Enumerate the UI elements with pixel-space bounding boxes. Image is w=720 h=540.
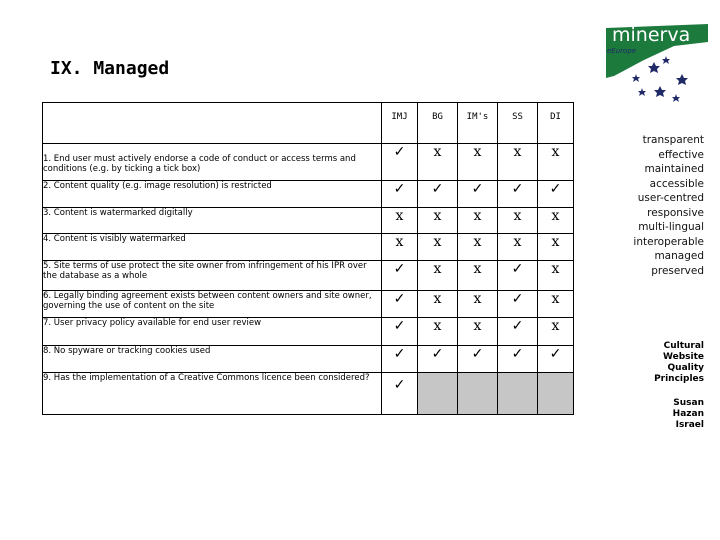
author	[673, 398, 704, 431]
row-mark: x	[498, 208, 538, 234]
row-mark: ✓	[498, 318, 538, 346]
logo-sub: eEurope	[607, 47, 637, 55]
header-criterion	[43, 103, 382, 144]
row-mark: ✓	[418, 346, 458, 373]
table-row	[43, 291, 574, 318]
header-imj: IMJ	[382, 103, 418, 144]
principles-list	[594, 133, 704, 278]
row-mark-empty	[458, 373, 498, 415]
row-criterion: 8. No spyware or tracking cookies used	[43, 346, 382, 373]
row-mark: x	[538, 144, 574, 181]
row-mark: ✓	[498, 346, 538, 373]
table-header-row	[43, 103, 574, 144]
row-mark: x	[382, 234, 418, 261]
row-mark: x	[538, 261, 574, 291]
row-mark: ✓	[382, 373, 418, 415]
row-criterion: 5. Site terms of use protect the site owner from infringement of his IPR over the database as a whole	[43, 261, 382, 291]
principle-item: maintained	[644, 163, 704, 175]
eu-stars-icon	[632, 56, 688, 102]
principle-item: interoperable	[633, 235, 704, 248]
subtitle	[654, 341, 704, 385]
row-mark: x	[458, 318, 498, 346]
table-row	[43, 234, 574, 261]
minerva-logo	[604, 16, 708, 106]
subtitle-line: Cultural	[663, 341, 704, 351]
row-mark: ✓	[382, 346, 418, 373]
row-mark: ✓	[498, 261, 538, 291]
slide-title: IX. Managed	[50, 58, 170, 79]
row-mark: x	[382, 208, 418, 234]
row-criterion: 1. End user must actively endorse a code of conduct or access terms and conditions (e.g. by ticking a tick box)	[43, 144, 382, 181]
logo-word: minerva	[612, 24, 691, 46]
author-line: Susan	[673, 398, 704, 408]
row-criterion: 9. Has the implementation of a Creative Commons licence been considered?	[43, 373, 382, 415]
subtitle-line: Quality	[667, 363, 704, 373]
row-mark: x	[538, 234, 574, 261]
row-mark: x	[458, 208, 498, 234]
row-criterion: 2. Content quality (e.g. image resolution) is restricted	[43, 181, 382, 208]
table-row	[43, 373, 574, 415]
row-mark: x	[498, 234, 538, 261]
principle-item: preserved	[651, 264, 704, 277]
row-mark-empty	[538, 373, 574, 415]
row-mark: x	[418, 234, 458, 261]
principle-item: managed	[654, 250, 704, 262]
row-mark: x	[418, 208, 458, 234]
row-mark-empty	[498, 373, 538, 415]
subtitle-line: Principles	[654, 374, 704, 384]
row-mark: x	[538, 291, 574, 318]
principle-item: accessible	[649, 177, 704, 190]
row-mark: x	[418, 144, 458, 181]
table-row	[43, 208, 574, 234]
row-mark: ✓	[382, 261, 418, 291]
header-di: DI	[538, 103, 574, 144]
principle-item: transparent	[642, 134, 704, 146]
principle-item: multi-lingual	[638, 221, 704, 233]
row-mark: x	[458, 261, 498, 291]
author-line: Hazan	[672, 409, 704, 419]
row-mark: ✓	[458, 181, 498, 208]
row-mark: ✓	[498, 181, 538, 208]
row-criterion: 4. Content is visibly watermarked	[43, 234, 382, 261]
row-mark: ✓	[498, 291, 538, 318]
row-mark: x	[418, 291, 458, 318]
row-mark: x	[418, 318, 458, 346]
principle-item: user-centred	[637, 192, 704, 204]
row-mark: x	[458, 291, 498, 318]
row-mark: ✓	[382, 181, 418, 208]
row-mark: ✓	[382, 291, 418, 318]
row-criterion: 3. Content is watermarked digitally	[43, 208, 382, 234]
header-ss: SS	[498, 103, 538, 144]
row-mark: ✓	[382, 318, 418, 346]
row-mark-empty	[418, 373, 458, 415]
row-mark: x	[498, 144, 538, 181]
table-row	[43, 181, 574, 208]
row-mark: ✓	[538, 181, 574, 208]
row-mark: x	[538, 318, 574, 346]
author-line: Israel	[675, 420, 704, 430]
principle-item: responsive	[647, 206, 704, 219]
table-row	[43, 144, 574, 181]
table-row	[43, 261, 574, 291]
row-criterion: 6. Legally binding agreement exists between content owners and site owner, governing the use of content on the site	[43, 291, 382, 318]
row-mark: x	[458, 144, 498, 181]
row-mark: ✓	[538, 346, 574, 373]
row-mark: x	[458, 234, 498, 261]
header-bg: BG	[418, 103, 458, 144]
row-mark: ✓	[458, 346, 498, 373]
principle-item: effective	[658, 148, 704, 161]
row-mark: x	[418, 261, 458, 291]
criteria-table	[42, 102, 574, 415]
table-row	[43, 318, 574, 346]
row-mark: ✓	[382, 144, 418, 181]
subtitle-line: Website	[662, 352, 704, 362]
row-mark: ✓	[418, 181, 458, 208]
header-ims: IM's	[458, 103, 498, 144]
table-row	[43, 346, 574, 373]
row-mark: x	[538, 208, 574, 234]
row-criterion: 7. User privacy policy available for end user review	[43, 318, 382, 346]
